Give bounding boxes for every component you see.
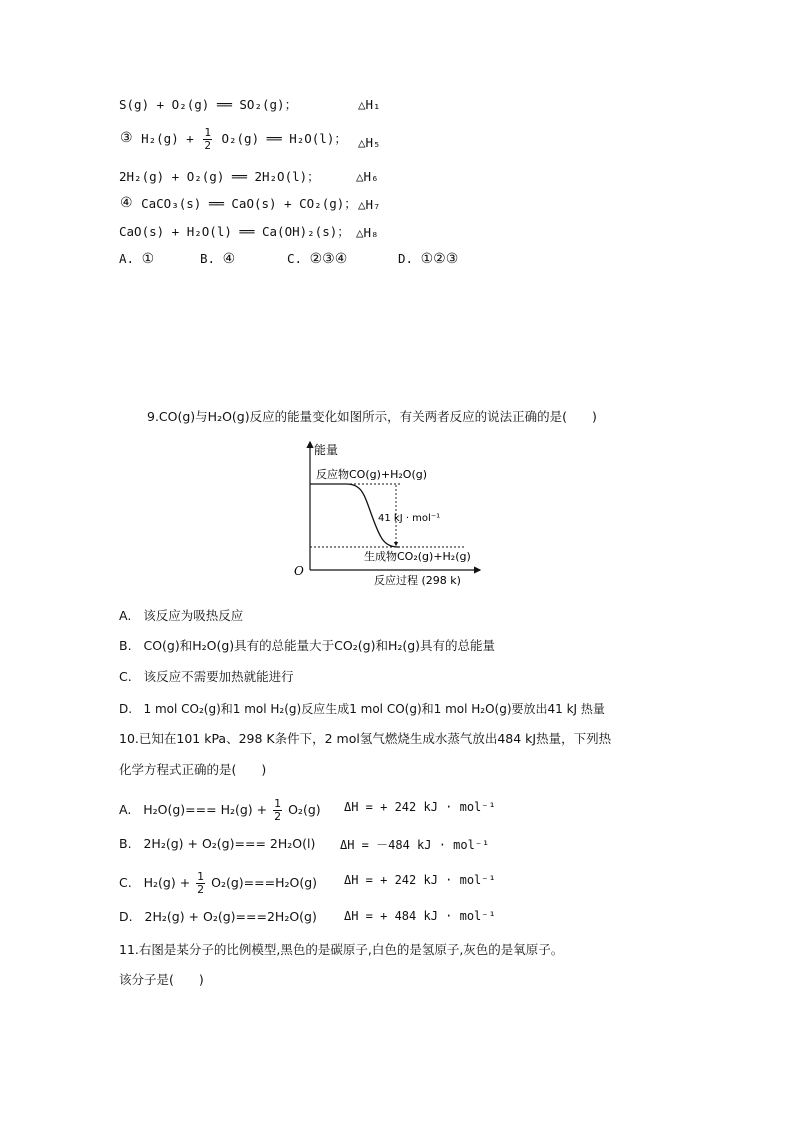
q9-option-d: D. 1 mol CO₂(g)和1 mol H₂(g)反应生成1 mol CO(g)和1 mol H₂O(g)要放出41 kJ 热量 [119, 702, 605, 716]
q8-equation-4: ④ CaCO₃(s) ══ CaO(s) + CO₂(g)； [120, 195, 357, 211]
q8-dh-4: △H₇ [358, 197, 381, 212]
q8-dh-1: △H₁ [358, 97, 381, 112]
q8-dh-5: △H₈ [356, 225, 379, 240]
origin-label: O [294, 564, 304, 578]
q8-equation-2: ③ H₂(g) + $\frac{1}{2}$ O₂(g) ══ H₂O(l)； [120, 126, 347, 152]
q10-option-a: A. H₂O(g)=== H₂(g) + $\frac{1}{2}$ O₂(g) [119, 797, 321, 823]
product-label: 生成物CO₂(g)+H₂(g) [364, 550, 471, 563]
y-axis-label: 能量 [314, 443, 339, 457]
circled-number: ③ [120, 130, 133, 146]
q8-dh-2: △H₅ [358, 135, 381, 150]
q8-options: A. ① [119, 251, 155, 267]
reactant-label: 反应物CO(g)+H₂O(g) [316, 468, 428, 481]
q9-option-c: C. 该反应不需要加热就能进行 [119, 669, 294, 684]
q10-dh-c: ΔH = + 242 kJ · mol⁻¹ [344, 873, 496, 887]
circled-number: ④ [120, 195, 133, 211]
q10-dh-a: ΔH = + 242 kJ · mol⁻¹ [344, 800, 496, 814]
q10-dh-d: ΔH = + 484 kJ · mol⁻¹ [344, 909, 496, 923]
energy-value-label: 41 kJ · mol⁻¹ [378, 513, 441, 524]
energy-diagram [288, 436, 488, 586]
q10-option-d: D. 2H₂(g) + O₂(g)===2H₂O(g) [119, 909, 317, 924]
fraction-half: $\frac{1}{2}$ [204, 126, 211, 152]
q8-equation-5: CaO(s) + H₂O(l) ══ Ca(OH)₂(s)； [119, 224, 350, 239]
q10-dh-b: ΔH = －484 kJ · mol⁻¹ [340, 838, 490, 852]
q8-equation-1: S(g) + O₂(g) ══ SO₂(g)； [119, 97, 298, 112]
q9-option-a: A. 该反应为吸热反应 [119, 608, 244, 623]
q8-option-d: D. ①②③ [398, 251, 459, 267]
fraction-half: $\frac{1}{2}$ [197, 870, 205, 896]
q9-stem: 9.CO(g)与H₂O(g)反应的能量变化如图所示，有关两者反应的说法正确的是( ) [147, 409, 597, 424]
q10-stem-line-2: 化学方程式正确的是( ) [119, 762, 267, 777]
fraction-half: $\frac{1}{2}$ [274, 797, 282, 823]
x-axis-label: 反应过程 (298 k) [374, 574, 461, 586]
q8-option-b: B. ④ [200, 251, 236, 267]
q10-option-b: B. 2H₂(g) + O₂(g)=== 2H₂O(l) [119, 836, 316, 851]
q10-option-c: C. H₂(g) + $\frac{1}{2}$ O₂(g)===H₂O(g) [119, 870, 318, 896]
q9-option-b: B. CO(g)和H₂O(g)具有的总能量大于CO₂(g)和H₂(g)具有的总能量 [119, 638, 496, 653]
q8-equation-3: 2H₂(g) + O₂(g) ══ 2H₂O(l)； [119, 169, 320, 184]
q11-stem-line-1: 11.右图是某分子的比例模型,黑色的是碳原子,白色的是氢原子,灰色的是氧原子。 [119, 942, 564, 957]
q10-stem-line-1: 10.已知在101 kPa、298 K条件下，2 mol氢气燃烧生成水蒸气放出484 kJ热量，下列热 [119, 731, 612, 746]
q8-dh-3: △H₆ [356, 169, 379, 184]
q11-stem-line-2: 该分子是( ) [119, 972, 204, 987]
q8-option-c: C. ②③④ [287, 251, 348, 267]
